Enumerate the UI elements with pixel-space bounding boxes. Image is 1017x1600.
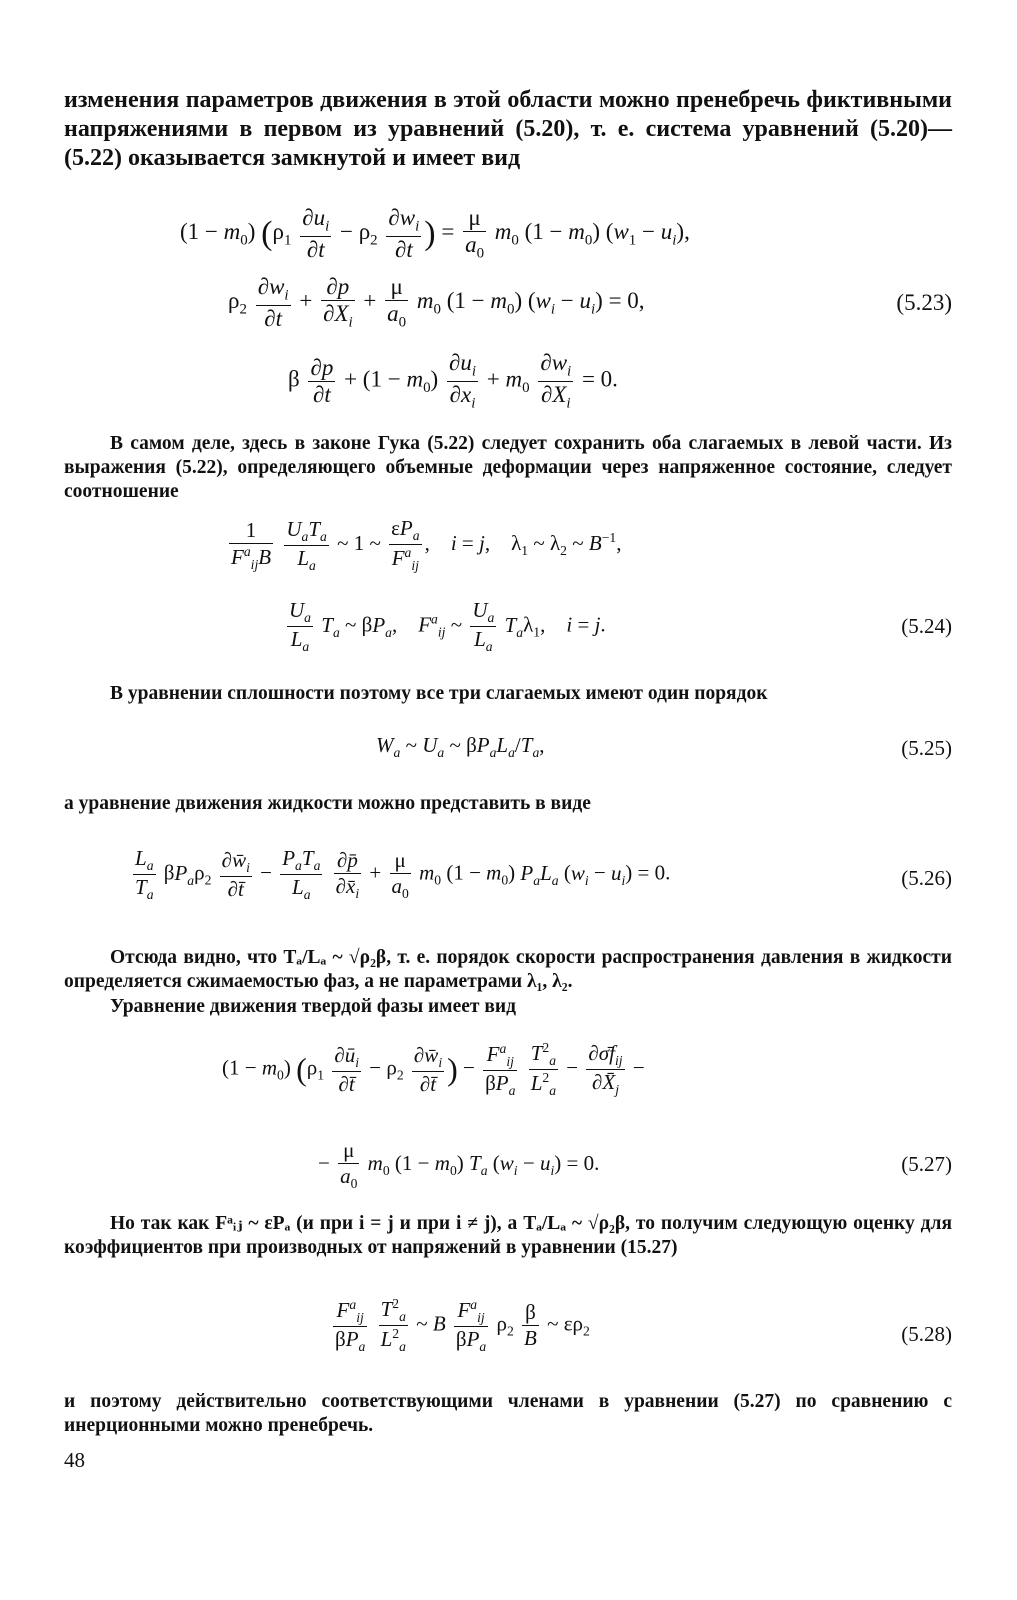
equation-5-27-line-2: − $\frac{\mu}{a_0}$ $m_0$ $(1 - m_0)$ $T_a$ $(w_i - u_i) = 0$. (318, 1138, 600, 1192)
paragraph-estimate: Но так как Fᵃᵢⱼ ~ εPₐ (и при i = j и при i ≠ j), а Tₐ/Lₐ ~ √ρ₂β, то получим следующую оценку для коэффициентов при производных от напряжений в уравнении (15.27) (64, 1213, 952, 1258)
equation-5-28: $\frac{F^a_{ij}}{\beta P_a}$ $\frac{T^2_a}{L^2_a}$ ~ B $\frac{F^a_{ij}}{\beta P_a}$ $\rho_2$ $\frac{\beta}{B}$ ~ $\varepsilon\rho_2$ (335, 1296, 590, 1355)
equation-5-24-line-1: $\frac{1}{F^a_{ij}B}$ $\frac{U_aT_a}{L_a}$ ~ 1 ~ $\frac{\varepsilon P_a}{F^a_{ij}}$ , i = j, $\lambda_1$ ~ $\lambda_2$ ~ $B^{-1}$, (231, 516, 622, 574)
paragraph-solid-motion: Уравнение движения твердой фазы имеет вид (110, 996, 516, 1017)
equation-number-5-28: (5.28) (901, 1322, 952, 1346)
equation-number-5-23: (5.23) (896, 290, 952, 315)
paragraph-fluid-motion: а уравнение движения жидкости можно представить в виде (64, 793, 591, 814)
equation-number-5-26: (5.26) (901, 866, 952, 890)
equation-5-25: $W_a$ ~ $U_a$ ~ $\beta P_aL_a/T_a$, (376, 733, 545, 761)
paragraph-pressure-speed: Отсюда видно, что Tₐ/Lₐ ~ √ρ₂β, т. е. порядок скорости распространения давления в жидкости определяется сжимаемостью фаз, а не параметрами λ₁, λ₂. (64, 947, 952, 992)
equation-5-27-line-1: $(1 - m_0)$ ($\rho_1$ $\frac{\partial ū_i}{\partial t̄}$ − $\rho_2$ $\frac{\partial w̄_i}{\partial t̄}$ ) − $\frac{F^a_{ij}}{\beta P_a}$ $\frac{T^2_a}{L^2_a}$ − $\frac{\partial\sigmāf_{ij}}{\partial X̄_j}$ − (222, 1040, 645, 1099)
equation-5-24-line-2: $\frac{U_a}{L_a}$ $T_a$ ~ $\beta P_a$, $F^a_{ij}$ ~ $\frac{U_a}{L_a}$ $T_a\lambda_1$, i = j. (289, 598, 606, 655)
equation-5-23-line-1: $(1 - m_0)$ ($\rho_1$ $\frac{\partial u_i}{\partial t}$ − $\rho_2$ $\frac{\partial w_i}{\partial t}$ ) = $\frac{\mu}{a_0}$ $m_0$ $(1 - m_0)$ $(w_1 - u_i)$, (180, 205, 690, 262)
equation-number-5-24: (5.24) (901, 614, 952, 638)
equation-5-26: $\frac{L_a}{T_a}$ $\beta P_a\rho_2$ $\frac{\partial w̄_i}{\partial t̄}$ − $\frac{P_aT_a}{L_a}$ $\frac{\partial p̄}{\partial x̄_i}$ + $\frac{\mu}{a_0}$ $m_0$ $(1 - m_0)$ $P_aL_a$ $(w_i - u_i) = 0$. (135, 846, 671, 903)
equation-5-23-line-3: β $\frac{\partial p}{\partial t}$ + $(1 - m_0)$ $\frac{\partial u_i}{\partial x_i}$ + $m_0$ $\frac{\partial w_i}{\partial X_i}$ = 0. (288, 350, 618, 412)
paragraph-continuity: В уравнении сплошности поэтому все три слагаемых имеют один порядок (110, 683, 768, 704)
paragraph-hooke: В самом деле, здесь в законе Гука (5.22) следует сохранить оба слагаемых в левой части. Из выражения (5.22), определяющего объемные деформации через напряженное состояние, следует соотношение (64, 433, 952, 502)
paragraph-conclusion: и поэтому действительно соответствующими членами в уравнении (5.27) по сравнению с инерционными можно пренебречь. (64, 1391, 952, 1436)
page-number: 48 (64, 1448, 85, 1472)
equation-5-23-line-2: $\rho_2$ $\frac{\partial w_i}{\partial t}$ + $\frac{\partial p}{\partial X_i}$ + $\frac{\mu}{a_0}$ $m_0$ $(1 - m_0)$ $(w_i - u_i) = 0$, (228, 274, 645, 331)
equation-number-5-25: (5.25) (901, 736, 952, 760)
equation-number-5-27: (5.27) (901, 1152, 952, 1176)
paragraph-intro: изменения параметров движения в этой области можно пренебречь фиктивными напряжениями в первом из уравнений (5.20), т. е. система уравнений (5.20)—(5.22) оказывается замкнутой и имеет вид (64, 87, 952, 171)
